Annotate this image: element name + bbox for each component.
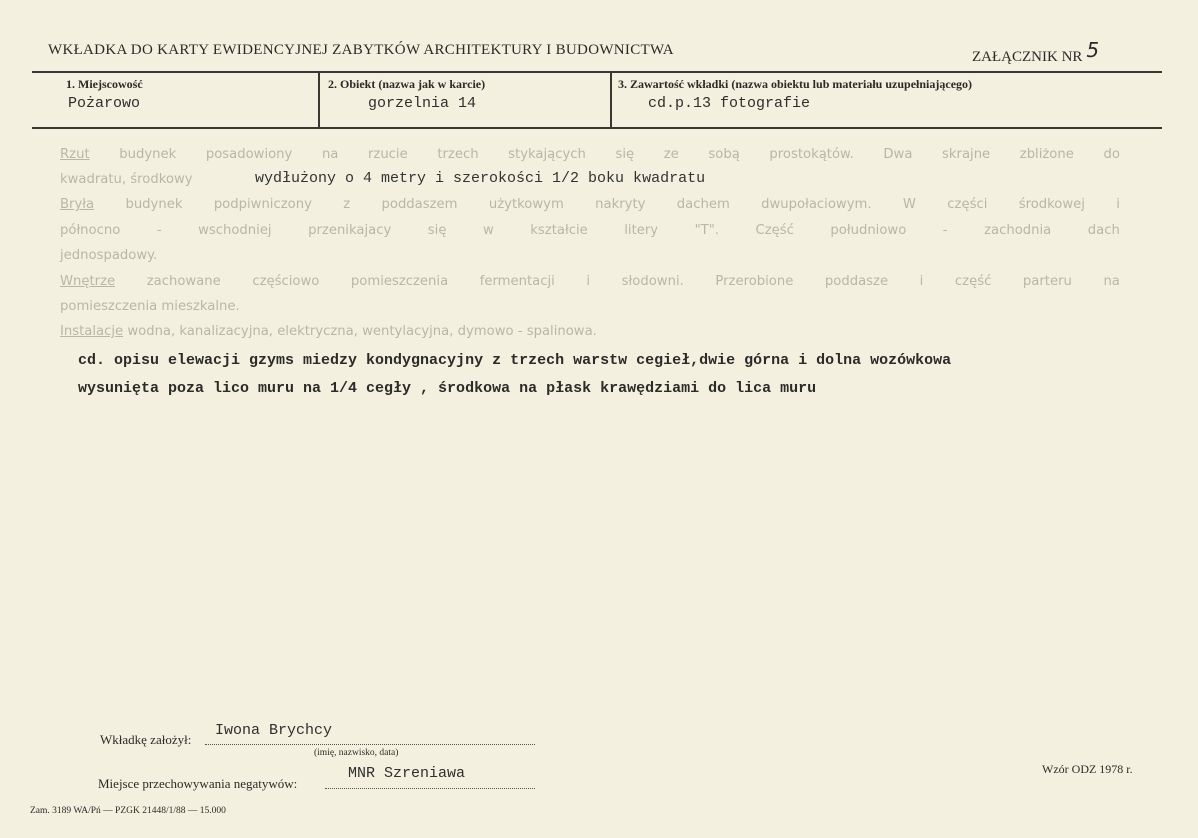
attachment-number bbox=[972, 38, 1100, 66]
faint-word: parteru bbox=[1022, 274, 1072, 289]
faint-word: W bbox=[902, 197, 916, 212]
body-line-1: cd. opisu elewacji gzyms miedzy kondygnacyjny z trzech warstw cegieł,dwie górna i dolna wozówkowa bbox=[78, 352, 952, 369]
faint-line-8 bbox=[60, 319, 1120, 345]
faint-word: słodowni. bbox=[621, 274, 684, 289]
faint-word: litery bbox=[624, 223, 659, 238]
faint-word: Bryła bbox=[60, 197, 95, 212]
faint-word: rzucie bbox=[367, 147, 408, 162]
faint-word: użytkowym bbox=[488, 197, 564, 212]
faint-word: nakryty bbox=[595, 197, 646, 212]
attachment-number-value: 5 bbox=[1086, 38, 1100, 62]
faint-word: i bbox=[919, 274, 924, 289]
faint-line-2: kwadratu, środkowy bbox=[60, 172, 193, 187]
field2-value: gorzelnia 14 bbox=[368, 95, 477, 112]
faint-word: - bbox=[156, 223, 162, 238]
faint-word: sobą bbox=[708, 147, 740, 162]
faint-word: przenikajacy bbox=[308, 223, 392, 238]
faint-word: dwupołaciowym. bbox=[761, 197, 872, 212]
overlay-typed-line: wydłużony o 4 metry i szerokości 1/2 boku kwadratu bbox=[255, 170, 706, 187]
signature-label: Wkładkę założył: bbox=[100, 732, 192, 747]
faint-word: Dwa bbox=[883, 147, 913, 162]
faint-line-1 bbox=[60, 142, 1120, 168]
installations-label: Instalacje bbox=[60, 324, 124, 339]
faint-word: skrajne bbox=[942, 147, 991, 162]
field1-value: Pożarowo bbox=[68, 95, 141, 112]
faint-word: i bbox=[1116, 197, 1120, 212]
faint-word: trzech bbox=[437, 147, 479, 162]
header-bottom-rule bbox=[32, 127, 1162, 129]
faint-line-5: jednospadowy. bbox=[60, 248, 158, 263]
faint-word: południowo bbox=[830, 223, 907, 238]
signature-value: Iwona Brychcy bbox=[215, 722, 333, 739]
faint-word: prostokątów. bbox=[769, 147, 854, 162]
faint-word: budynek bbox=[125, 197, 183, 212]
storage-dotline bbox=[325, 788, 535, 789]
faint-word: ze bbox=[663, 147, 679, 162]
faint-word: Część bbox=[755, 223, 794, 238]
faint-word: części bbox=[947, 197, 988, 212]
storage-label: Miejsce przechowywania negatywów: bbox=[98, 776, 298, 791]
faint-word: północno bbox=[60, 223, 121, 238]
faint-word: dach bbox=[1087, 223, 1120, 238]
faint-line-6 bbox=[60, 269, 1120, 295]
faint-word: poddasze bbox=[824, 274, 889, 289]
print-info: Zam. 3189 WA/Pń — PZGK 21448/1/88 — 15.000 bbox=[30, 806, 226, 816]
faint-word: się bbox=[615, 147, 635, 162]
field1-label: 1. Miejscowość bbox=[66, 77, 143, 91]
faint-line-3 bbox=[60, 192, 1120, 218]
faint-word: Przerobione bbox=[715, 274, 794, 289]
faint-word: podpiwniczony bbox=[213, 197, 312, 212]
faint-word: na bbox=[1103, 274, 1120, 289]
faint-word: się bbox=[427, 223, 447, 238]
signature-caption: (imię, nazwisko, data) bbox=[314, 748, 399, 758]
storage-value: MNR Szreniawa bbox=[348, 765, 466, 782]
faint-word: częściowo bbox=[252, 274, 320, 289]
field3-value: cd.p.13 fotografie bbox=[648, 95, 811, 112]
faint-word: i bbox=[586, 274, 591, 289]
faint-word: Rzut bbox=[60, 147, 90, 162]
faint-line-7: pomieszczenia mieszkalne. bbox=[60, 299, 240, 314]
header-divider-1 bbox=[318, 73, 320, 127]
faint-word: - bbox=[942, 223, 948, 238]
header-divider-2 bbox=[610, 73, 612, 127]
faint-word: zbliżone bbox=[1019, 147, 1074, 162]
header-top-rule bbox=[32, 71, 1162, 73]
faint-word: "T". bbox=[694, 223, 719, 238]
field2-label: 2. Obiekt (nazwa jak w karcie) bbox=[328, 77, 486, 91]
faint-word: środkowej bbox=[1018, 197, 1085, 212]
faint-word: stykających bbox=[508, 147, 586, 162]
faint-word: w bbox=[482, 223, 494, 238]
faint-word: posadowiony bbox=[205, 147, 293, 162]
faint-word: zachowane bbox=[146, 274, 221, 289]
faint-word: na bbox=[321, 147, 339, 162]
faint-word: do bbox=[1103, 147, 1120, 162]
faint-word: fermentacji bbox=[479, 274, 555, 289]
faint-word: Wnętrze bbox=[60, 274, 116, 289]
faint-line-4 bbox=[60, 218, 1120, 244]
faint-word: zachodnia bbox=[984, 223, 1052, 238]
faint-word: budynek bbox=[119, 147, 177, 162]
attachment-label: ZAŁĄCZNIK NR bbox=[972, 49, 1083, 65]
faint-word: wschodniej bbox=[198, 223, 272, 238]
installations-text: wodna, kanalizacyjna, elektryczna, wentylacyjna, dymowo - spalinowa. bbox=[123, 324, 597, 339]
faint-word: dachem bbox=[676, 197, 730, 212]
faint-word: pomieszczenia bbox=[350, 274, 449, 289]
signature-dotline bbox=[205, 744, 535, 745]
faint-word: poddaszem bbox=[381, 197, 458, 212]
form-pattern: Wzór ODZ 1978 r. bbox=[1042, 762, 1133, 776]
faint-word: z bbox=[343, 197, 351, 212]
body-line-2: wysunięta poza lico muru na 1/4 cegły , środkowa na płask krawędziami do lica muru bbox=[78, 380, 817, 397]
faint-word: część bbox=[954, 274, 992, 289]
faint-word: kształcie bbox=[530, 223, 588, 238]
form-title: WKŁADKA DO KARTY EWIDENCYJNEJ ZABYTKÓW ARCHITEKTURY I BUDOWNICTWA bbox=[48, 42, 674, 58]
field3-label: 3. Zawartość wkładki (nazwa obiektu lub materiału uzupełniającego) bbox=[618, 77, 973, 91]
